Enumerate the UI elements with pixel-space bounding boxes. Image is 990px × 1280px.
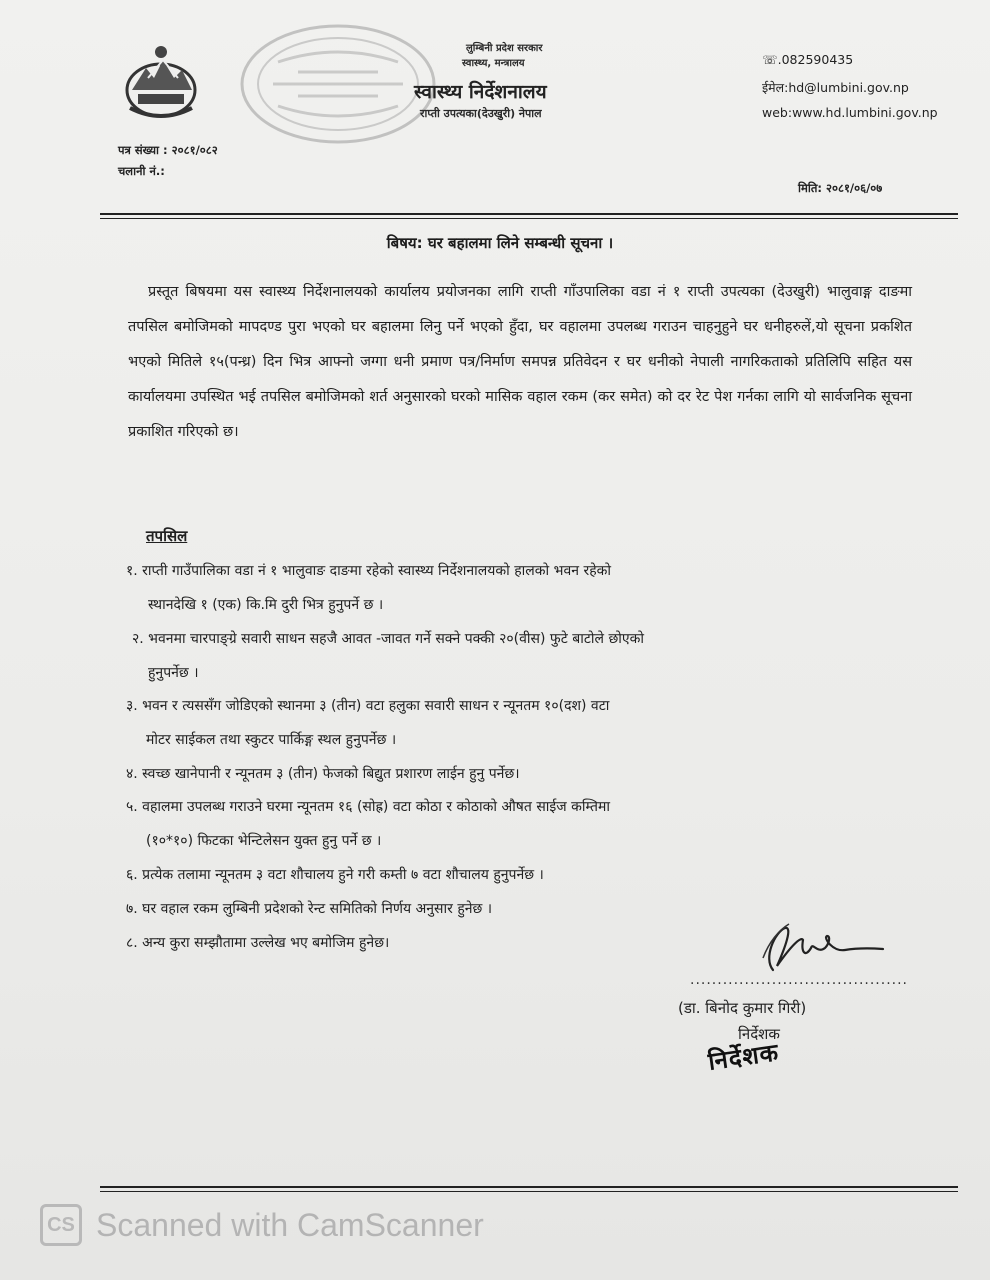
signature-dotted-line: ........................................ bbox=[690, 972, 909, 988]
header-divider bbox=[100, 213, 958, 215]
list-item: ३. भवन र त्यससँग जोडिएको स्थानमा ३ (तीन) वटा हलुका सवारी साधन र न्यूनतम १०(दश) वटा मोटर साईकल तथा स्कुटर पार्किङ्ग स्थल हुनुपर्नेछ । bbox=[126, 698, 610, 748]
letter-number: पत्र संख्या : २०८१/०८२ bbox=[118, 143, 218, 157]
handwritten-signature bbox=[745, 918, 885, 978]
list-item: २. भवनमा चारपाङ्ग्रे सवारी साधन सहजै आवत -जावत गर्ने सक्ने पक्की २०(वीस) फुटे बाटोले छोएको हुनुपर्नेछ । bbox=[132, 631, 645, 681]
list-item: १. राप्ती गाउँपालिका वडा नं १ भालुवाङ दाङमा रहेको स्वास्थ्य निर्देशनालयको हालको भवन रहेको स्थानदेखि १ (एक) कि.मि दुरी भित्र हुनुपर्ने छ । bbox=[126, 563, 612, 613]
list-item: ६. प्रत्येक तलामा न्यूनतम ३ वटा शौचालय हुने गरी कम्ती ७ वटा शौचालय हुनुपर्नेछ । bbox=[126, 867, 544, 883]
header-province: लुम्बिनी प्रदेश सरकार bbox=[466, 43, 543, 54]
body-paragraph: प्रस्तूत बिषयमा यस स्वास्थ्य निर्देशनालयको कार्यालय प्रयोजनका लागि राप्ती गाँउपालिका वडा नं १ राप्ती उपत्यका (देउखुरी) भालुवाङ्ग दाङमा तपसिल बमोजिमको मापदण्ड पुरा भएको घर बहालमा लिनु पर्ने भएको हुँदा, घर वहालमा उपलब्ध गराउन चाहनुहुने घर धनीहरुलें,यो सूचना प्रकशित भएको मितिले १५(पन्ध्र) दिन भित्र आफ्नो जग्गा धनी प्रमाण पत्र/निर्माण समपन्न प्रतिवेदन र घर धनीको नेपाली नागरिकताको प्रतिलिपि सहित यस कार्यालयमा उपस्थित भई तपसिल बमोजिमको शर्त अनुसारको घरको मासिक वहाल रकम (कर समेत) को दर रेट पेश गर्नका लागि यो सार्वजनिक सूचना प्रकाशित गरिएको छ। bbox=[128, 284, 912, 440]
details-heading: तपसिल bbox=[146, 527, 188, 545]
subject-line: बिषय: घर बहालमा लिने सम्बन्धी सूचना । bbox=[386, 234, 614, 252]
footer-divider bbox=[100, 1186, 958, 1188]
header-divider-thin bbox=[100, 218, 958, 219]
camscanner-text: Scanned with CamScanner bbox=[96, 1206, 484, 1243]
header-address: राप्ती उपत्यका(देउखुरी) नेपाल bbox=[420, 107, 542, 120]
camscanner-watermark bbox=[40, 1200, 484, 1250]
signatory-title: निर्देशक bbox=[738, 1025, 780, 1043]
phone-icon: ☏. bbox=[762, 52, 782, 67]
header-ministry: स्वास्थ्य, मन्त्रालय bbox=[462, 58, 525, 69]
list-item: ७. घर वहाल रकम लुम्बिनी प्रदेशको रेन्ट समितिको निर्णय अनुसार हुनेछ । bbox=[126, 901, 493, 917]
signatory-name: (डा. बिनोद कुमार गिरी) bbox=[678, 999, 807, 1017]
dispatch-number: चलानी नं.: bbox=[118, 164, 165, 178]
header-office-title: स्वास्थ्य निर्देशनालय bbox=[414, 81, 547, 103]
list-item: ५. वहालमा उपलब्ध गराउने घरमा न्यूनतम १६ (सोह्र) वटा कोठा र कोठाको औषत साईज कम्तिमा (१०*१०) फिटका भेन्टिलेसन युक्त हुनु पर्ने छ । bbox=[126, 799, 611, 849]
footer-divider-thin bbox=[100, 1191, 958, 1192]
camscanner-logo-icon: CS bbox=[40, 1204, 82, 1246]
letter-date: मिति: २०८१/०६/०७ bbox=[798, 181, 883, 195]
nepal-emblem-logo bbox=[118, 38, 204, 124]
contact-phone: ☏.082590435 bbox=[762, 52, 854, 67]
list-item: ४. स्वच्छ खानेपानी र न्यूनतम ३ (तीन) फेजको बिद्युत प्रशारण लाईन हुनु पर्नेछ। bbox=[126, 766, 520, 782]
designation-stamp: निर्देशक bbox=[706, 1038, 781, 1076]
list-item: ८. अन्य कुरा सम्झौतामा उल्लेख भए बमोजिम हुनेछ। bbox=[126, 935, 390, 951]
office-stamp-seal bbox=[238, 22, 438, 147]
contact-web: web:www.hd.lumbini.gov.np bbox=[762, 105, 938, 120]
contact-email: ईमेल:hd@lumbini.gov.np bbox=[762, 80, 909, 95]
